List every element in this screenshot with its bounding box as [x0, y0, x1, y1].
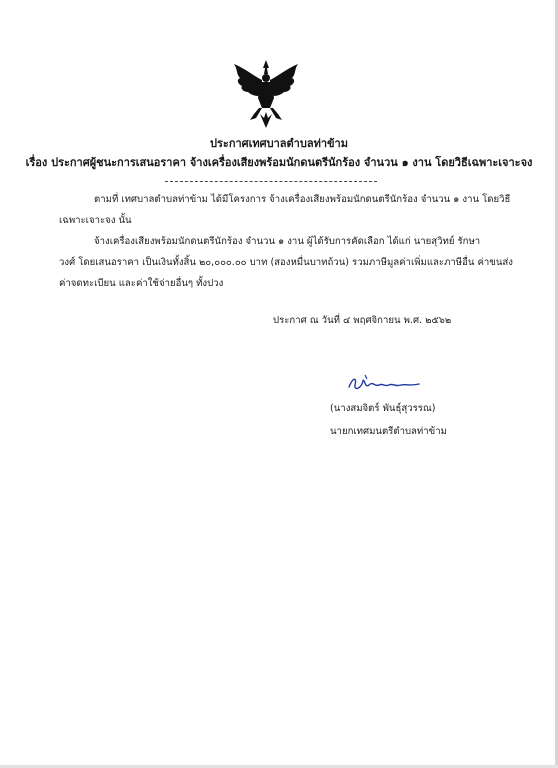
title-divider: [165, 181, 377, 182]
paragraph-1-line-2: เฉพาะเจาะจง นั้น: [59, 215, 132, 226]
signature: [345, 371, 425, 395]
signatory-name: (นางสมจิตร์ พันธุ์สุวรรณ): [330, 403, 436, 414]
paragraph-2-line-1: จ้างเครื่องเสียงพร้อมนักดนตรีนักร้อง จำนวน ๑ งาน ผู้ได้รับการคัดเลือก ได้แก่ นายสุวิทย์ รักษา: [94, 236, 481, 247]
announcement-date: ประกาศ ณ วันที่ ๔ พฤศจิกายน พ.ศ. ๒๕๖๒: [273, 315, 452, 326]
document-subject: เรื่อง ประกาศผู้ชนะการเสนอราคา จ้างเครื่องเสียงพร้อมนักดนตรีนักร้อง จำนวน ๑ งาน โดยวิธีเฉพาะเจาะจง: [25, 156, 533, 169]
paragraph-2-line-2: วงศ์ โดยเสนอราคา เป็นเงินทั้งสิ้น ๒๐,๐๐๐.๐๐ บาท (สองหมื่นบาทถ้วน) รวมภาษีมูลค่าเพิ่มและภาษีอื่น ค่าขนส่ง: [59, 257, 513, 268]
signatory-position: นายกเทศมนตรีตำบลท่าข้าม: [330, 426, 447, 437]
garuda-emblem-icon: [226, 58, 306, 130]
paragraph-2-line-3: ค่าจดทะเบียน และค่าใช้จ่ายอื่นๆ ทั้งปวง: [59, 278, 224, 289]
document-title: ประกาศเทศบาลตำบลท่าข้าม: [210, 137, 348, 150]
paragraph-1-line-1: ตามที่ เทศบาลตำบลท่าข้าม ได้มีโครงการ จ้างเครื่องเสียงพร้อมนักดนตรีนักร้อง จำนวน ๑ งาน โดยวิธี: [94, 194, 511, 205]
